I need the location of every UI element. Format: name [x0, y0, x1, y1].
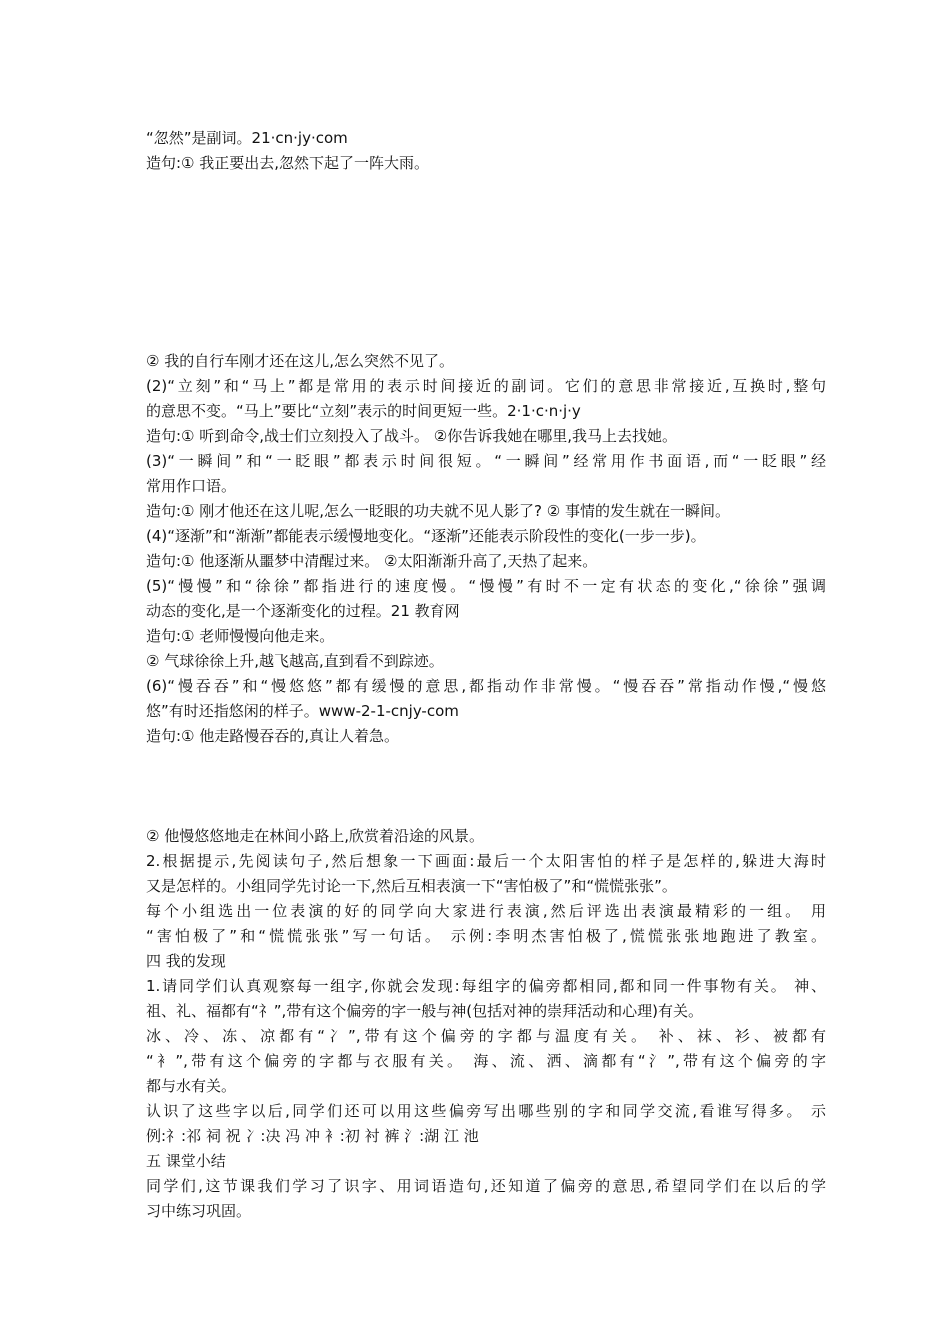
text-line: 造句:① 他逐渐从噩梦中清醒过来。 ②太阳渐渐升高了,天热了起来。	[146, 552, 598, 570]
text-line: 造句:① 老师慢慢向他走来。	[146, 627, 335, 645]
text-line: 造句:① 我正要出去,忽然下起了一阵大雨。	[146, 154, 430, 172]
text-line: 又是怎样的。小组同学先讨论一下,然后互相表演一下“害怕极了”和“慌慌张张”。	[146, 877, 677, 895]
text-line: 的意思不变。“马上”要比“立刻”表示的时间更短一些。2·1·c·n·j·y	[146, 402, 581, 420]
section-heading: 四 我的发现	[146, 952, 226, 970]
text-line: 同学们,这节课我们学习了识字、用词语造句,还知道了偏旁的意思,希望同学们在以后的学	[146, 1177, 826, 1195]
text-line: 祖、礼、福都有“礻”,带有这个偏旁的字一般与神(包括对神的崇拜活动和心理)有关。	[146, 1002, 704, 1020]
text-line: 悠”有时还指悠闲的样子。www-2-1-cnjy-com	[146, 702, 459, 720]
text-line: 认识了这些字以后,同学们还可以用这些偏旁写出哪些别的字和同学交流,看谁写得多。 示	[146, 1102, 826, 1120]
text-line: 常用作口语。	[146, 477, 237, 495]
text-line: (3)“一瞬间”和“一眨眼”都表示时间很短。“一瞬间”经常用作书面语,而“一眨眼”经	[146, 452, 826, 470]
text-line: “忽然”是副词。21·cn·jy·com	[146, 129, 348, 147]
text-line: 都与水有关。	[146, 1077, 237, 1095]
text-line: 造句:① 他走路慢吞吞的,真让人着急。	[146, 727, 400, 745]
text-line: ② 他慢悠悠地走在林间小路上,欣赏着沿途的风景。	[146, 827, 484, 845]
text-line: ② 气球徐徐上升,越飞越高,直到看不到踪迹。	[146, 652, 444, 670]
text-line: 造句:① 刚才他还在这儿呢,怎么一眨眼的功夫就不见人影了? ② 事情的发生就在一瞬间。	[146, 502, 730, 520]
text-line: (5)“慢慢”和“徐徐”都指进行的速度慢。“慢慢”有时不一定有状态的变化,“徐徐”强调	[146, 577, 826, 595]
text-line: (4)“逐渐”和“渐渐”都能表示缓慢地变化。“逐渐”还能表示阶段性的变化(一步一步)。	[146, 527, 706, 545]
text-line: 造句:① 听到命令,战士们立刻投入了战斗。 ②你告诉我她在哪里,我马上去找她。	[146, 427, 678, 445]
text-line: 例:礻:祁 祠 祝 冫:决 冯 冲 衤:初 衬 裤 氵:湖 江 池	[146, 1127, 479, 1145]
text-line: 动态的变化,是一个逐渐变化的过程。21 教育网	[146, 602, 460, 620]
text-line: (6)“慢吞吞”和“慢悠悠”都有缓慢的意思,都指动作非常慢。“慢吞吞”常指动作慢,“慢悠	[146, 677, 826, 695]
text-line: 冰、冷、冻、凉都有“冫”,带有这个偏旁的字都与温度有关。 补、袜、衫、被都有	[146, 1027, 826, 1045]
text-line: 1.请同学们认真观察每一组字,你就会发现:每组字的偏旁都相同,都和同一件事物有关。 神、	[146, 977, 826, 995]
text-line: ② 我的自行车刚才还在这儿,怎么突然不见了。	[146, 352, 454, 370]
text-line: 2.根据提示,先阅读句子,然后想象一下画面:最后一个太阳害怕的样子是怎样的,躲进大海时	[146, 852, 826, 870]
section-heading: 五 课堂小结	[146, 1152, 226, 1170]
text-line: 习中练习巩固。	[146, 1202, 252, 1220]
text-line: “害怕极了”和“慌慌张张”写一句话。 示例:李明杰害怕极了,慌慌张张地跑进了教室。	[146, 927, 826, 945]
text-line: “衤”,带有这个偏旁的字都与衣服有关。 海、流、洒、滴都有“氵”,带有这个偏旁的字	[146, 1052, 826, 1070]
text-line: (2)“立刻”和“马上”都是常用的表示时间接近的副词。它们的意思非常接近,互换时,整句	[146, 377, 826, 395]
text-line: 每个小组选出一位表演的好的同学向大家进行表演,然后评选出表演最精彩的一组。 用	[146, 902, 826, 920]
